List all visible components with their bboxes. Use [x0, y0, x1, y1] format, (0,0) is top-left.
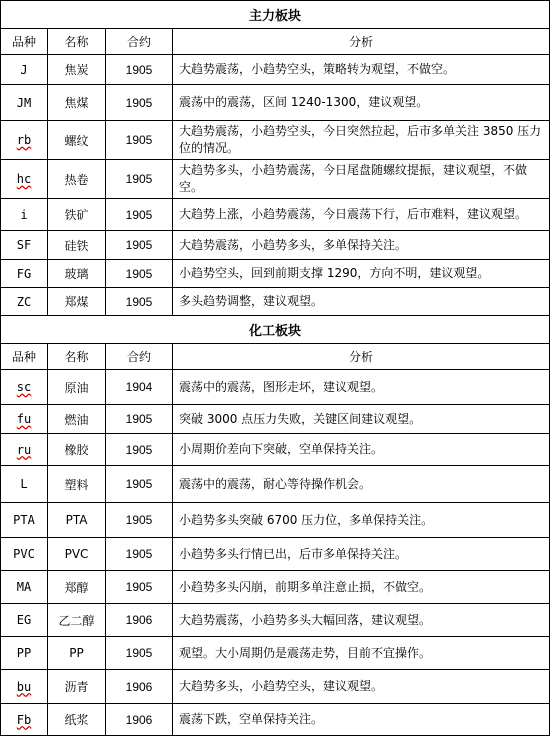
- contract-cell: 1905: [106, 160, 173, 199]
- code-text: fu: [16, 412, 32, 426]
- contract-cell: 1906: [106, 704, 173, 736]
- code-text: bu: [16, 679, 32, 694]
- table-row: [1, 704, 550, 736]
- code-text: PVC: [13, 547, 35, 561]
- code-cell: [1, 604, 48, 637]
- name-cell: 焦炭: [48, 55, 106, 85]
- analysis-cell: 小趋势空头，回到前期支撑 1290，方向不明，建议观望。: [173, 260, 550, 288]
- analysis-header: 分析: [173, 344, 550, 370]
- contract-cell: 1905: [106, 405, 173, 434]
- analysis-cell: 大趋势震荡，小趋势多头，多单保持关注。: [173, 231, 550, 260]
- analysis-cell: 震荡中的震荡，图形走坏，建议观望。: [173, 370, 550, 405]
- contract-header: 合约: [106, 344, 173, 370]
- contract-cell: 1904: [106, 370, 173, 405]
- name-header: 名称: [48, 29, 106, 55]
- name-cell: 焦煤: [48, 85, 106, 121]
- name-cell: 沥青: [48, 670, 106, 704]
- name-cell: 原油: [48, 370, 106, 405]
- section-title: 主力板块: [1, 1, 550, 29]
- analysis-cell: 小周期价差向下突破，空单保持关注。: [173, 434, 550, 466]
- analysis-cell: 大趋势多头，小趋势震荡，今日尾盘随螺纹提振，建议观望，不做空。: [173, 160, 550, 199]
- name-cell: 纸浆: [48, 704, 106, 736]
- contract-cell: 1906: [106, 670, 173, 704]
- code-cell: [1, 121, 48, 160]
- contract-cell: 1905: [106, 55, 173, 85]
- column-header-row: [1, 344, 550, 370]
- table-row: [1, 370, 550, 405]
- analysis-cell: 震荡下跌，空单保持关注。: [173, 704, 550, 736]
- code-text: sc: [16, 380, 32, 394]
- code-cell: [1, 55, 48, 85]
- name-cell: 郑煤: [48, 288, 106, 316]
- table-row: [1, 160, 550, 199]
- table-row: [1, 199, 550, 231]
- code-text: SF: [16, 238, 32, 252]
- code-text: PP: [16, 646, 32, 660]
- analysis-cell: 小趋势多头突破 6700 压力位，多单保持关注。: [173, 503, 550, 538]
- analysis-cell: 大趋势震荡，小趋势空头，今日突然拉起，后市多单关注 3850 压力位的情况。: [173, 121, 550, 160]
- section-title-row: [1, 1, 550, 29]
- table-row: [1, 571, 550, 604]
- name-cell: 螺纹: [48, 121, 106, 160]
- table-row: [1, 604, 550, 637]
- contract-cell: 1905: [106, 571, 173, 604]
- code-text: EG: [16, 613, 32, 627]
- code-cell: [1, 231, 48, 260]
- section-title-row: [1, 316, 550, 344]
- contract-cell: 1905: [106, 503, 173, 538]
- code-header: 品种: [1, 29, 48, 55]
- analysis-cell: 小趋势多头行情已出，后市多单保持关注。: [173, 538, 550, 571]
- code-text: J: [20, 62, 28, 77]
- table-row: [1, 55, 550, 85]
- code-text: rb: [16, 133, 32, 147]
- code-cell: [1, 466, 48, 503]
- code-text: ru: [16, 442, 32, 457]
- contract-cell: 1905: [106, 434, 173, 466]
- code-cell: [1, 260, 48, 288]
- contract-cell: 1905: [106, 288, 173, 316]
- table-row: [1, 466, 550, 503]
- code-text: JM: [16, 95, 32, 110]
- code-cell: [1, 370, 48, 405]
- contract-cell: 1905: [106, 260, 173, 288]
- section-title: 化工板块: [1, 316, 550, 344]
- analysis-cell: 小趋势多头闪崩，前期多单注意止损，不做空。: [173, 571, 550, 604]
- name-cell: 郑醇: [48, 571, 106, 604]
- analysis-cell: 大趋势多头，小趋势空头，建议观望。: [173, 670, 550, 704]
- code-text: hc: [16, 172, 32, 186]
- analysis-cell: 大趋势震荡，小趋势多头大幅回落，建议观望。: [173, 604, 550, 637]
- table-row: [1, 434, 550, 466]
- code-text: Fb: [16, 712, 32, 727]
- code-text: FG: [16, 266, 32, 281]
- code-text: MA: [16, 580, 32, 594]
- name-cell: 热卷: [48, 160, 106, 199]
- name-cell: 塑料: [48, 466, 106, 503]
- analysis-cell: 震荡中的震荡，耐心等待操作机会。: [173, 466, 550, 503]
- code-text: L: [20, 477, 28, 491]
- contract-cell: 1906: [106, 604, 173, 637]
- code-cell: [1, 199, 48, 231]
- contract-cell: 1905: [106, 466, 173, 503]
- code-cell: [1, 85, 48, 121]
- table-row: [1, 231, 550, 260]
- code-text: PTA: [13, 513, 35, 527]
- code-header: 品种: [1, 344, 48, 370]
- analysis-cell: 震荡中的震荡，区间 1240-1300，建议观望。: [173, 85, 550, 121]
- code-cell: [1, 670, 48, 704]
- name-cell: 乙二醇: [48, 604, 106, 637]
- code-text: i: [20, 207, 28, 222]
- table-row: [1, 260, 550, 288]
- table-row: [1, 288, 550, 316]
- code-cell: [1, 434, 48, 466]
- table-row: [1, 121, 550, 160]
- analysis-cell: 大趋势震荡，小趋势空头，策略转为观望，不做空。: [173, 55, 550, 85]
- name-cell: 玻璃: [48, 260, 106, 288]
- contract-cell: 1905: [106, 231, 173, 260]
- contract-header: 合约: [106, 29, 173, 55]
- contract-cell: 1905: [106, 538, 173, 571]
- table-row: [1, 538, 550, 571]
- table-row: [1, 85, 550, 121]
- code-cell: [1, 160, 48, 199]
- analysis-cell: 大趋势上涨，小趋势震荡，今日震荡下行，后市难料，建议观望。: [173, 199, 550, 231]
- contract-cell: 1905: [106, 637, 173, 670]
- column-header-row: [1, 29, 550, 55]
- name-cell: PVC: [48, 538, 106, 571]
- code-cell: [1, 503, 48, 538]
- analysis-cell: 观望。大小周期仍是震荡走势，目前不宜操作。: [173, 637, 550, 670]
- name-header: 名称: [48, 344, 106, 370]
- analysis-cell: 突破 3000 点压力失败，关键区间建议观望。: [173, 405, 550, 434]
- table-row: [1, 637, 550, 670]
- code-cell: [1, 571, 48, 604]
- analysis-header: 分析: [173, 29, 550, 55]
- table-row: [1, 503, 550, 538]
- code-text: ZC: [16, 294, 32, 309]
- contract-cell: 1905: [106, 85, 173, 121]
- analysis-cell: 多头趋势调整，建议观望。: [173, 288, 550, 316]
- code-cell: [1, 704, 48, 736]
- name-cell: 燃油: [48, 405, 106, 434]
- code-cell: [1, 637, 48, 670]
- table-row: [1, 670, 550, 704]
- code-cell: [1, 405, 48, 434]
- name-cell: 硅铁: [48, 231, 106, 260]
- name-cell: 铁矿: [48, 199, 106, 231]
- name-cell: PP: [48, 637, 106, 670]
- code-cell: [1, 288, 48, 316]
- contract-cell: 1905: [106, 121, 173, 160]
- code-cell: [1, 538, 48, 571]
- name-cell: PTA: [48, 503, 106, 538]
- name-cell: 橡胶: [48, 434, 106, 466]
- contract-cell: 1905: [106, 199, 173, 231]
- table-row: [1, 405, 550, 434]
